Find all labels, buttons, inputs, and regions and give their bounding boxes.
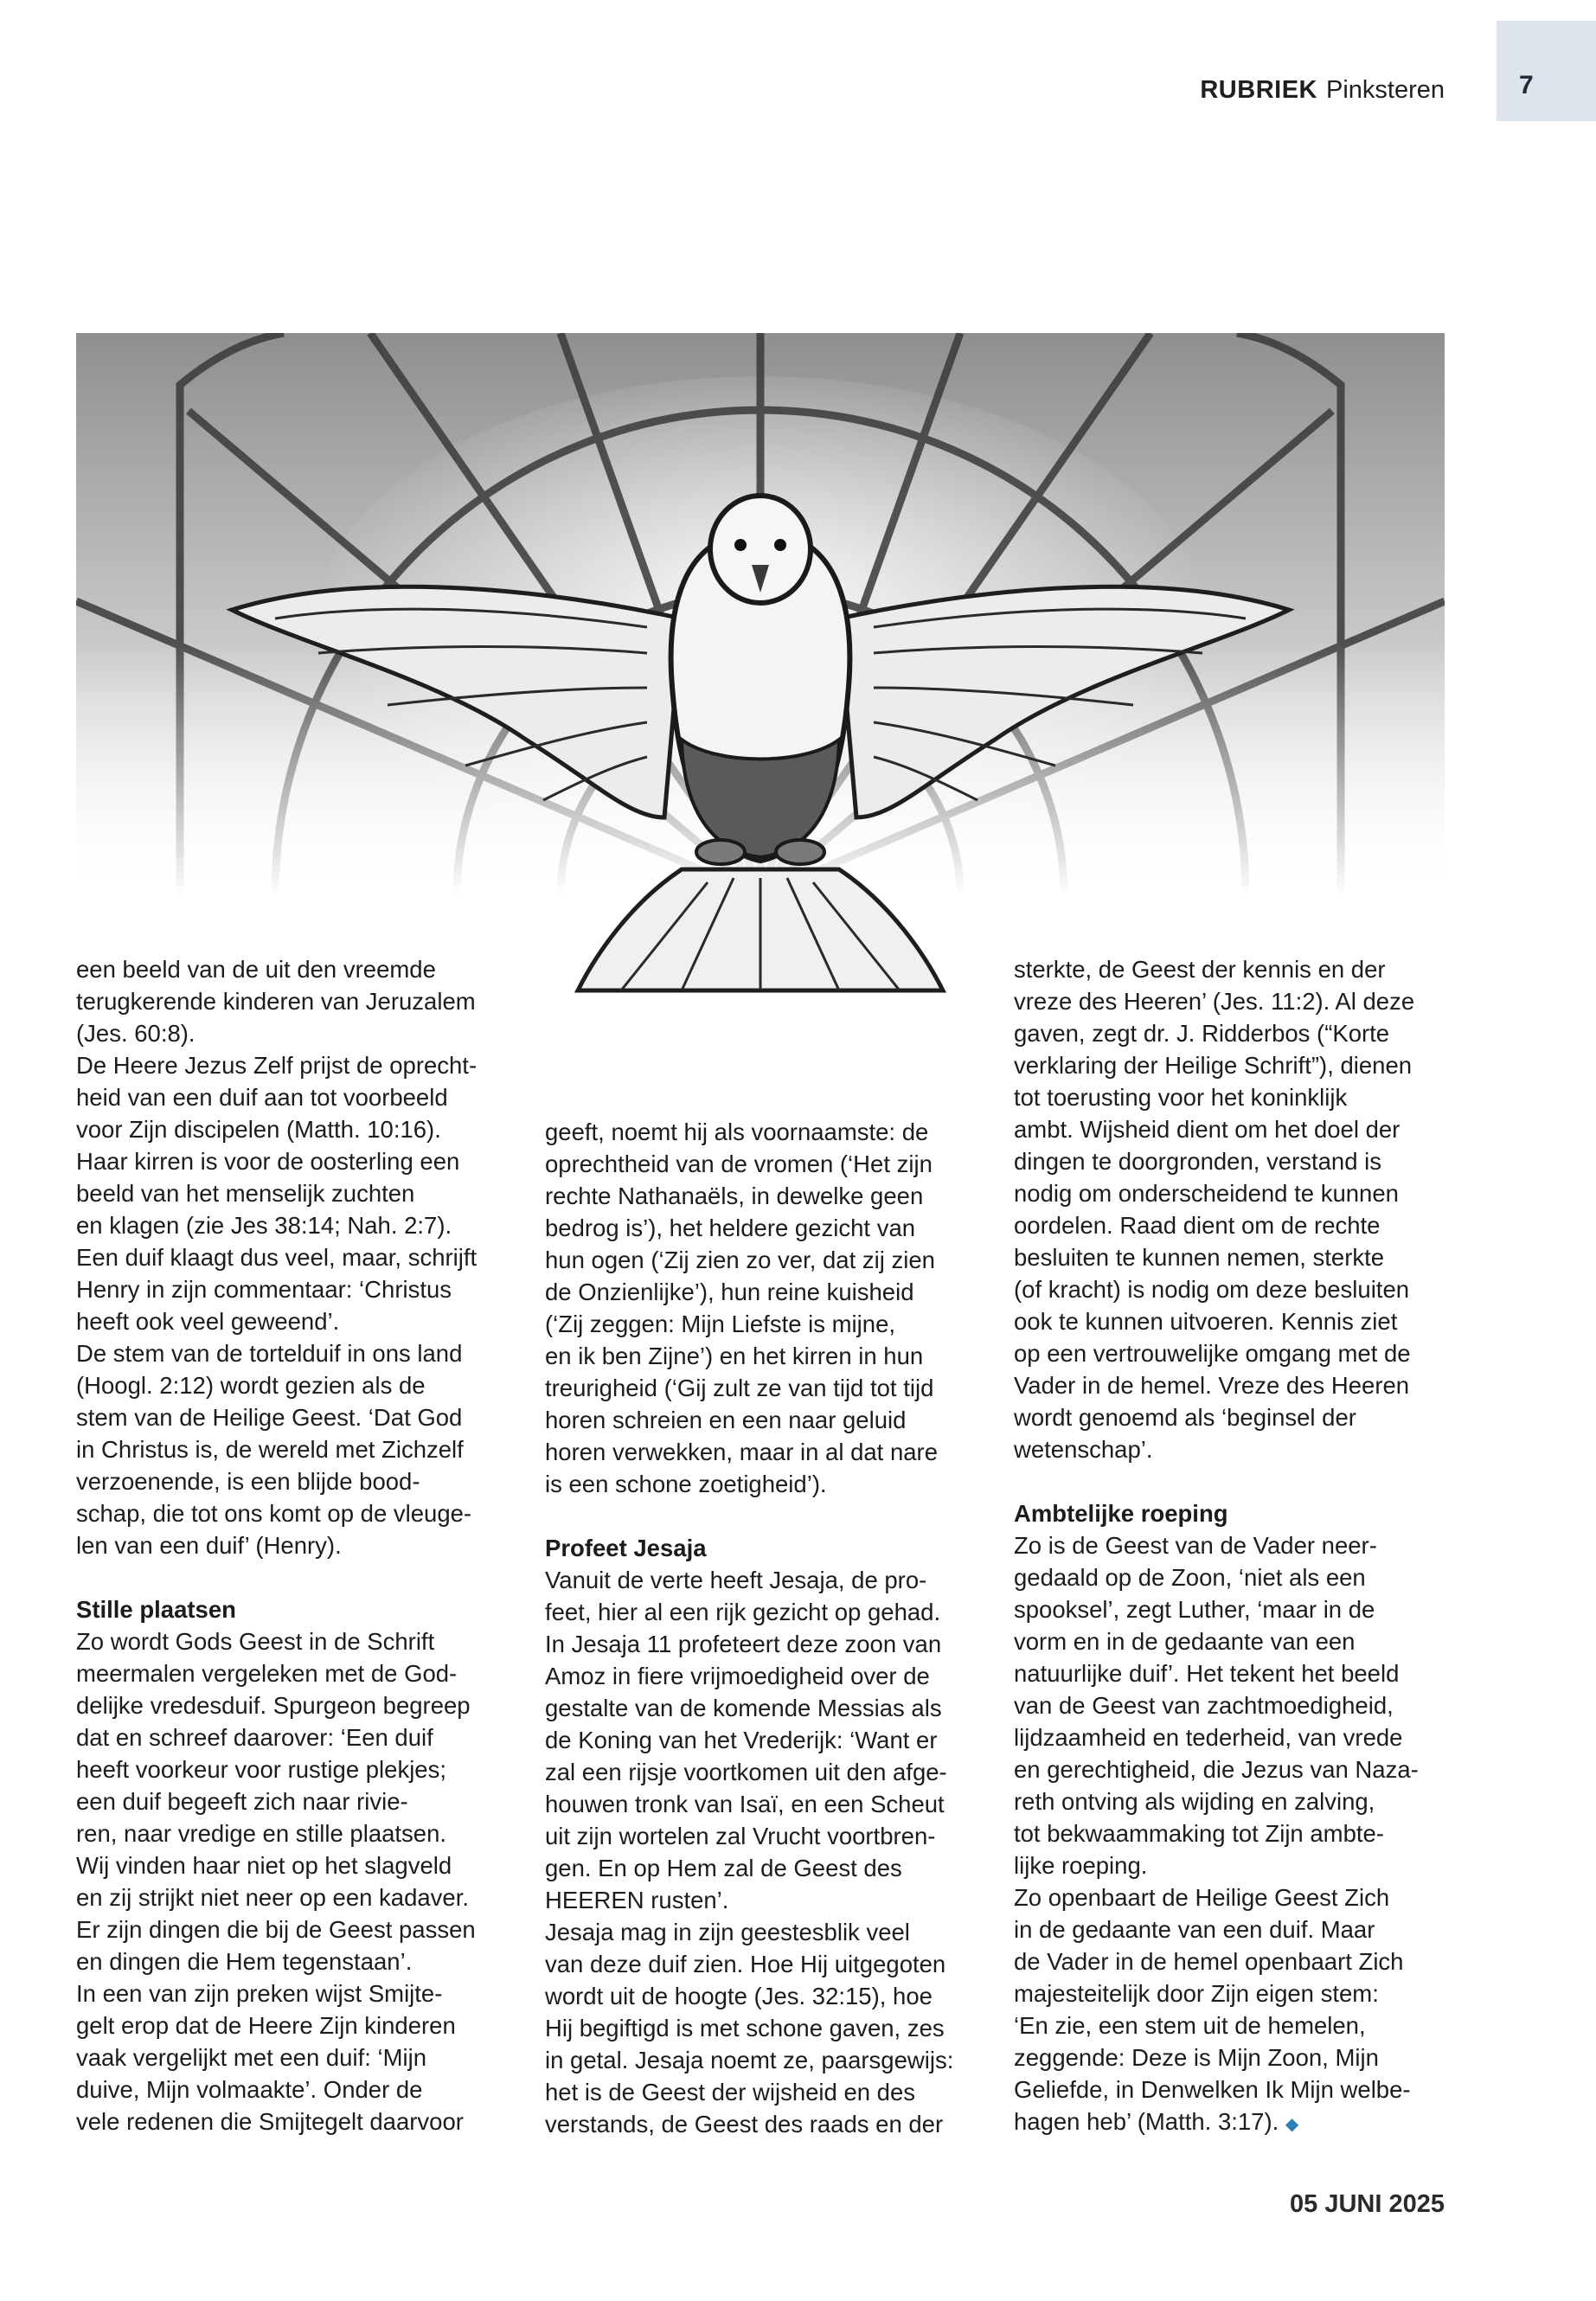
text-line: in getal. Jesaja noemt ze, paarsgewijs:: [545, 2047, 954, 2073]
text-line: Zo wordt Gods Geest in de Schrift: [76, 1628, 435, 1655]
text-line: Vader in de hemel. Vreze des Heeren: [1014, 1372, 1410, 1399]
text-line: verklaring der Heilige Schrift”), dienen: [1014, 1052, 1413, 1079]
paragraph: [76, 1625, 526, 2138]
text-line: Henry in zijn commentaar: ‘Christus: [76, 1276, 452, 1303]
text-line: gestalte van de komende Messias als: [545, 1695, 942, 1721]
text-line: van deze duif zien. Hoe Hij uitgegoten: [545, 1951, 946, 1977]
text-line: dat en schreef daarover: ‘Een duif: [76, 1724, 433, 1751]
text-line: vele redenen die Smijtegelt daarvoor: [76, 2108, 464, 2135]
text-line: (‘Zij zeggen: Mijn Liefste is mijne,: [545, 1311, 896, 1337]
text-line: heeft ook veel geweend’.: [76, 1308, 340, 1335]
text-line: natuurlijke duif’. Het tekent het beeld: [1014, 1660, 1400, 1687]
text-line: op een vertrouwelijke omgang met de: [1014, 1340, 1411, 1367]
text-line: rechte Nathanaëls, in dewelke geen: [545, 1183, 924, 1209]
text-line: tot bekwaammaking tot Zijn ambte-: [1014, 1820, 1384, 1847]
text-line: bedrog is’), het heldere gezicht van: [545, 1215, 916, 1241]
text-line: ambt. Wijsheid dient om het doel der: [1014, 1116, 1401, 1143]
text-line: voor Zijn discipelen (Matth. 10:16).: [76, 1116, 441, 1143]
text-line: schap, die tot ons komt op de vleuge-: [76, 1500, 472, 1527]
text-line: len van een duif’ (Henry).: [76, 1532, 342, 1559]
text-line: vorm en in de gedaante van een: [1014, 1628, 1356, 1655]
text-line: en dingen die Hem tegenstaan’.: [76, 1948, 413, 1975]
end-mark-icon: ◆: [1285, 2115, 1299, 2134]
text-line: ook te kunnen uitvoeren. Kennis ziet: [1014, 1308, 1398, 1335]
text-line: Wij vinden haar niet op het slagveld: [76, 1852, 452, 1879]
text-line: in Christus is, de wereld met Zichzelf: [76, 1436, 464, 1463]
text-line: horen schreien en een naar geluid: [545, 1407, 907, 1433]
text-line: Er zijn dingen die bij de Geest passen: [76, 1916, 476, 1943]
text-line: vaak vergelijkt met een duif: ‘Mijn: [76, 2044, 427, 2071]
section-label: RUBRIEK: [1200, 76, 1317, 104]
text-line: terugkerende kinderen van Jeruzalem: [76, 988, 476, 1015]
section-name: Pinksteren: [1325, 76, 1445, 104]
text-line: majesteitelijk door Zijn eigen stem:: [1014, 1980, 1379, 2007]
text-line: is een schone zoetigheid’).: [545, 1471, 827, 1497]
text-column-3: [1014, 953, 1464, 2141]
text-line: een beeld van de uit den vreemde: [76, 956, 436, 983]
text-line: verstands, de Geest des raads en der: [545, 2111, 944, 2138]
text-line: (Hoogl. 2:12) wordt gezien als de: [76, 1372, 426, 1399]
text-column-2: [545, 1116, 995, 2140]
text-line: Zo openbaart de Heilige Geest Zich: [1014, 1884, 1390, 1911]
subheading-profeet-jesaja: Profeet Jesaja: [545, 1535, 707, 1561]
subheading-ambtelijke-roeping: Ambtelijke roeping: [1014, 1500, 1228, 1527]
text-line: een duif begeeft zich naar rivie-: [76, 1788, 408, 1815]
text-line: De stem van de tortelduif in ons land: [76, 1340, 463, 1367]
page-tab: [1497, 21, 1596, 121]
text-line: stem van de Heilige Geest. ‘Dat God: [76, 1404, 463, 1431]
paragraph: [1014, 1529, 1464, 2141]
paragraph: [545, 1564, 995, 2140]
issue-date: 05 JUNI 2025: [1290, 2190, 1445, 2218]
text-column-1: [76, 953, 526, 2138]
text-line: nodig om onderscheidend te kunnen: [1014, 1180, 1399, 1207]
text-line: heid van een duif aan tot voorbeeld: [76, 1084, 448, 1111]
text-line: In een van zijn preken wijst Smijte-: [76, 1980, 443, 2007]
text-line: zal een rijsje voortkomen uit den afge-: [545, 1759, 947, 1785]
text-line: Amoz in fiere vrijmoedigheid over de: [545, 1663, 930, 1689]
text-line: wordt uit de hoogte (Jes. 32:15), hoe: [545, 1983, 933, 2009]
paragraph: [545, 1116, 995, 1500]
text-line: verzoenende, is een blijde bood-: [76, 1468, 420, 1495]
text-line: besluiten te kunnen nemen, sterkte: [1014, 1244, 1385, 1271]
text-line: HEEREN rusten’.: [545, 1887, 729, 1913]
text-line: (of kracht) is nodig om deze besluiten: [1014, 1276, 1410, 1303]
text-line: Vanuit de verte heeft Jesaja, de pro-: [545, 1567, 927, 1593]
dove-stained-glass-photo: [76, 333, 1445, 1006]
text-line: vreze des Heeren’ (Jes. 11:2). Al deze: [1014, 988, 1415, 1015]
text-line: reth ontving als wijding en zalving,: [1014, 1788, 1375, 1815]
text-line: en klagen (zie Jes 38:14; Nah. 2:7).: [76, 1212, 452, 1239]
text-line: uit zijn wortelen zal Vrucht voortbren-: [545, 1823, 936, 1849]
text-line: delijke vredesduif. Spurgeon begreep: [76, 1692, 471, 1719]
subheading-stille-plaatsen: Stille plaatsen: [76, 1596, 236, 1623]
text-line: en zij strijkt niet neer op een kadaver.: [76, 1884, 470, 1911]
text-line: heeft voorkeur voor rustige plekjes;: [76, 1756, 446, 1783]
text-line: van de Geest van zachtmoedigheid,: [1014, 1692, 1394, 1719]
text-line: de Vader in de hemel openbaart Zich: [1014, 1948, 1404, 1975]
text-line: oordelen. Raad dient om de rechte: [1014, 1212, 1381, 1239]
text-line: hagen heb’ (Matth. 3:17).: [1014, 2108, 1279, 2135]
text-line: Hij begiftigd is met schone gaven, zes: [545, 2015, 945, 2041]
text-line: De Heere Jezus Zelf prijst de oprecht-: [76, 1052, 478, 1079]
text-line: spooksel’, zegt Luther, ‘maar in de: [1014, 1596, 1375, 1623]
paragraph: [1014, 953, 1464, 1465]
text-line: hun ogen (‘Zij zien zo ver, dat zij zien: [545, 1247, 935, 1273]
page-number: 7: [1519, 71, 1534, 99]
text-line: feet, hier al een rijk gezicht op gehad.: [545, 1599, 941, 1625]
text-line: het is de Geest der wijsheid en des: [545, 2079, 916, 2106]
text-line: dingen te doorgronden, verstand is: [1014, 1148, 1382, 1175]
text-line: gen. En op Hem zal de Geest des: [545, 1855, 902, 1881]
text-line: Een duif klaagt dus veel, maar, schrijft: [76, 1244, 478, 1271]
text-line: duive, Mijn volmaakte’. Onder de: [76, 2076, 423, 2103]
text-line: en ik ben Zijne’) en het kirren in hun: [545, 1343, 924, 1369]
text-line: Jesaja mag in zijn geestesblik veel: [545, 1919, 910, 1945]
paragraph: [76, 953, 526, 1561]
text-line: houwen tronk van Isaï, en een Scheut: [545, 1791, 945, 1817]
text-line: en gerechtigheid, die Jezus van Naza-: [1014, 1756, 1419, 1783]
text-line: gaven, zegt dr. J. Ridderbos (“Korte: [1014, 1020, 1390, 1047]
text-line: lijdzaamheid en tederheid, van vrede: [1014, 1724, 1403, 1751]
text-line: gedaald op de Zoon, ‘niet als een: [1014, 1564, 1366, 1591]
text-line: tot toerusting voor het koninklijk: [1014, 1084, 1348, 1111]
text-line: treurigheid (‘Gij zult ze van tijd tot tijd: [545, 1375, 934, 1401]
text-line: horen verwekken, maar in al dat nare: [545, 1439, 938, 1465]
text-line: lijke roeping.: [1014, 1852, 1148, 1879]
text-line: beeld van het menselijk zuchten: [76, 1180, 415, 1207]
text-line: zeggende: Deze is Mijn Zoon, Mijn: [1014, 2044, 1379, 2071]
text-line: Zo is de Geest van de Vader neer-: [1014, 1532, 1377, 1559]
text-line: oprechtheid van de vromen (‘Het zijn: [545, 1150, 933, 1177]
text-line: sterkte, de Geest der kennis en der: [1014, 956, 1386, 983]
text-line: ‘En zie, een stem uit de hemelen,: [1014, 2012, 1366, 2039]
text-line: geeft, noemt hij als voornaamste: de: [545, 1118, 929, 1145]
section-header: [1200, 76, 1445, 105]
text-line: Geliefde, in Denwelken Ik Mijn welbe-: [1014, 2076, 1411, 2103]
text-line: meermalen vergeleken met de God-: [76, 1660, 458, 1687]
text-line: gelt erop dat de Heere Zijn kinderen: [76, 2012, 456, 2039]
text-line: (Jes. 60:8).: [76, 1020, 195, 1047]
text-line: In Jesaja 11 profeteert deze zoon van: [545, 1631, 942, 1657]
text-line: de Koning van het Vrederijk: ‘Want er: [545, 1727, 938, 1753]
text-line: de Onzienlijke’), hun reine kuisheid: [545, 1279, 914, 1305]
text-line: ren, naar vredige en stille plaatsen.: [76, 1820, 447, 1847]
text-line: in de gedaante van een duif. Maar: [1014, 1916, 1375, 1943]
dove-stained-glass-icon: [76, 333, 1445, 1006]
text-line: wordt genoemd als ‘beginsel der: [1014, 1404, 1356, 1431]
text-line: wetenschap’.: [1014, 1436, 1153, 1463]
text-line: Haar kirren is voor de oosterling een: [76, 1148, 460, 1175]
